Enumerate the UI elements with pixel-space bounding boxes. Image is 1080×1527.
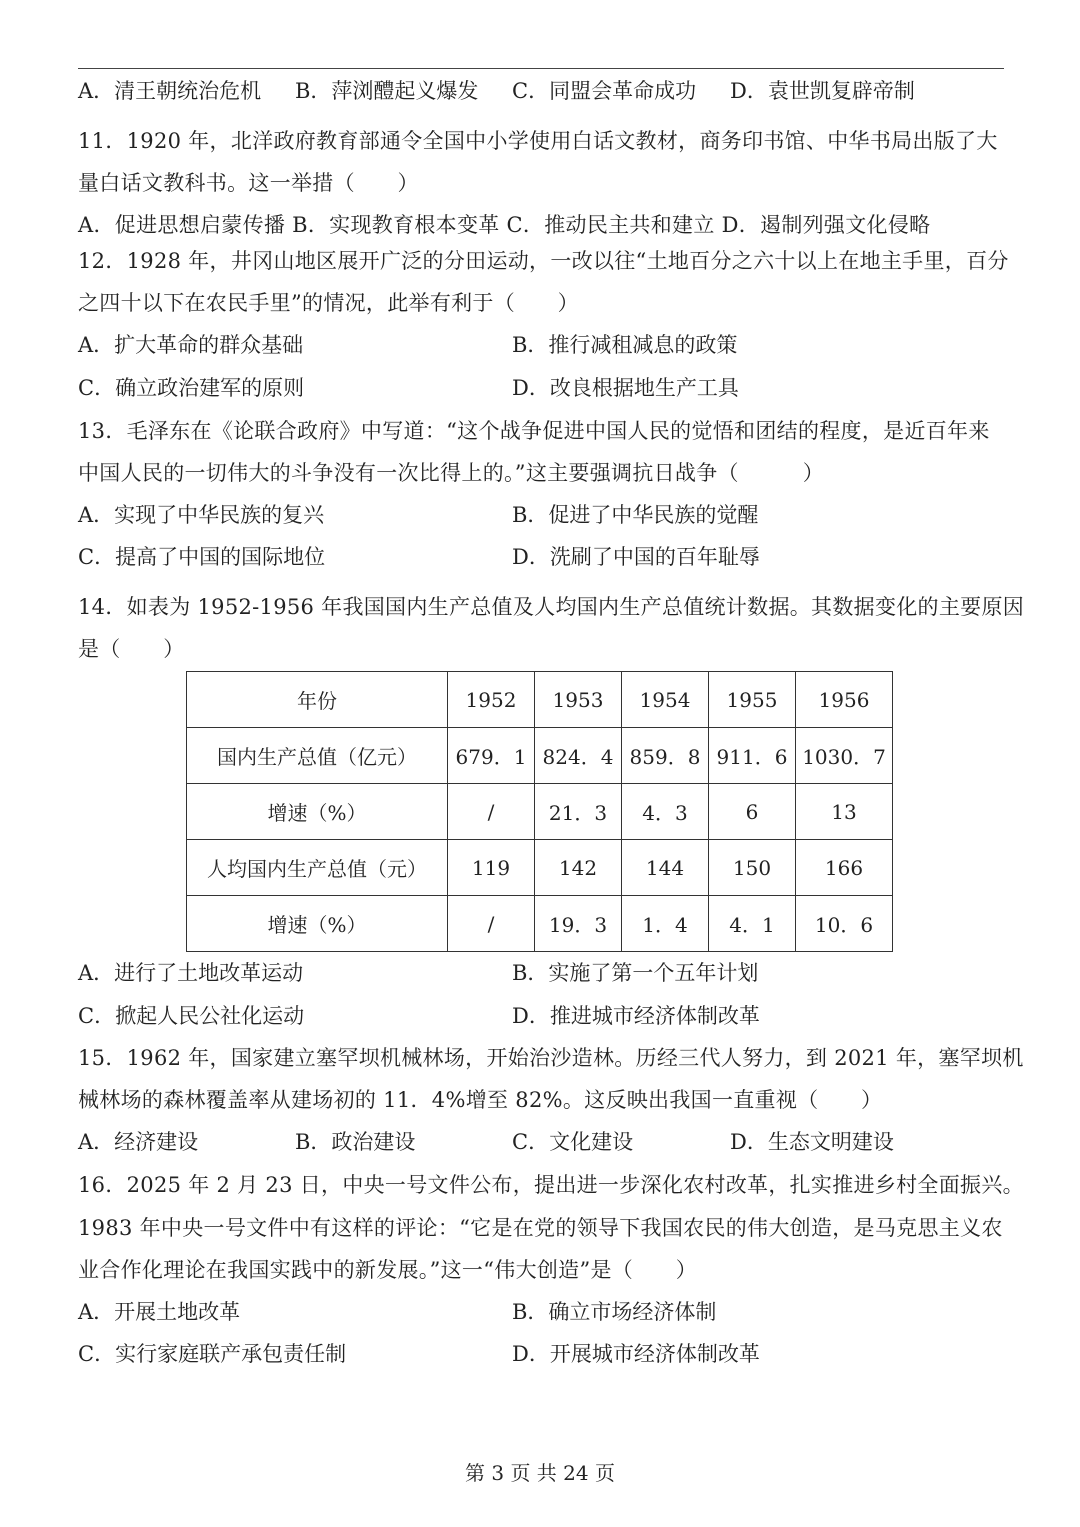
table-header-cell: 1954 [622, 672, 709, 728]
q12-stem-line-2: 之四十以下在农民手里”的情况，此举有利于（ ） [78, 291, 579, 315]
q12-option-b[interactable]: B．推行减租减息的政策 [512, 333, 738, 357]
table-cell: 166 [796, 840, 893, 896]
table-header-cell: 1956 [796, 672, 893, 728]
page-number-footer: 第 3 页 共 24 页 [465, 1461, 615, 1485]
q14-option-b[interactable]: B．实施了第一个五年计划 [512, 961, 759, 985]
table-cell: 4．1 [709, 896, 796, 952]
table-cell: 19．3 [535, 896, 622, 952]
q12-option-a[interactable]: A．扩大革命的群众基础 [78, 333, 304, 357]
q10-option-a[interactable]: A．清王朝统治危机 [78, 79, 262, 103]
table-header-row [187, 672, 893, 728]
table-cell: 824．4 [535, 728, 622, 784]
q16-stem-line-2: 1983 年中央一号文件中有这样的评论：“它是在党的领导下我国农民的伟大创造，是马克思主义农 [78, 1216, 1003, 1240]
table-cell: 679．1 [448, 728, 535, 784]
table-header-cell: 1955 [709, 672, 796, 728]
q15-option-b[interactable]: B．政治建设 [295, 1130, 416, 1154]
q13-option-b[interactable]: B．促进了中华民族的觉醒 [512, 503, 759, 527]
table-cell: / [448, 896, 535, 952]
q13-option-a[interactable]: A．实现了中华民族的复兴 [78, 503, 325, 527]
q14-option-d[interactable]: D．推进城市经济体制改革 [512, 1004, 760, 1028]
q15-stem-line-2: 械林场的森林覆盖率从建场初的 11．4%增至 82%。这反映出我国一直重视（ ） [78, 1088, 883, 1112]
q10-option-b[interactable]: B．萍浏醴起义爆发 [295, 79, 479, 103]
table-cell: 142 [535, 840, 622, 896]
q13-stem-line-1: 13．毛泽东在《论联合政府》中写道：“这个战争促进中国人民的觉悟和团结的程度，是近百年来 [78, 419, 990, 443]
table-cell: 1030．7 [796, 728, 893, 784]
q16-option-b[interactable]: B．确立市场经济体制 [512, 1300, 717, 1324]
q16-option-c[interactable]: C．实行家庭联产承包责任制 [78, 1342, 347, 1366]
table-header-cell: 年份 [187, 672, 448, 728]
table-cell: 911．6 [709, 728, 796, 784]
table-cell: 859．8 [622, 728, 709, 784]
table-header-cell: 1952 [448, 672, 535, 728]
q15-option-d[interactable]: D．生态文明建设 [730, 1130, 894, 1154]
table-cell: 13 [796, 784, 893, 840]
table-cell: 150 [709, 840, 796, 896]
gdp-statistics-table [186, 671, 893, 952]
table-cell: 1．4 [622, 896, 709, 952]
q14-option-c[interactable]: C．掀起人民公社化运动 [78, 1004, 305, 1028]
table-cell: 144 [622, 840, 709, 896]
table-cell: 4．3 [622, 784, 709, 840]
table-row [187, 896, 893, 952]
q14-stem-line-1: 14．如表为 1952-1956 年我国国内生产总值及人均国内生产总值统计数据。其数据变化的主要原因 [78, 595, 1025, 619]
q14-option-a[interactable]: A．进行了土地改革运动 [78, 961, 304, 985]
q15-stem-line-1: 15．1962 年，国家建立塞罕坝机械林场，开始治沙造林。历经三代人努力，到 2021 年，塞罕坝机 [78, 1046, 1024, 1070]
q13-option-d[interactable]: D．洗刷了中国的百年耻辱 [512, 545, 760, 569]
header-rule [78, 68, 1004, 69]
q11-options[interactable]: A．促进思想启蒙传播 B．实现教育根本变革 C．推动民主共和建立 D．遏制列强文化侵略 [78, 213, 931, 237]
table-row-label: 增速（%） [187, 784, 448, 840]
table-cell: 119 [448, 840, 535, 896]
q11-stem-line-2: 量白话文教科书。这一举措（ ） [78, 171, 419, 195]
table-cell: 6 [709, 784, 796, 840]
q13-stem-line-2: 中国人民的一切伟大的斗争没有一次比得上的。”这主要强调抗日战争（ ） [78, 461, 825, 485]
table-row [187, 728, 893, 784]
table-cell: 21．3 [535, 784, 622, 840]
q16-stem-line-1: 16．2025 年 2 月 23 日，中央一号文件公布，提出进一步深化农村改革，扎实推进乡村全面振兴。 [78, 1173, 1024, 1197]
table-row-label: 国内生产总值（亿元） [187, 728, 448, 784]
table-row-label: 增速（%） [187, 896, 448, 952]
q10-option-d[interactable]: D．袁世凯复辟帝制 [730, 79, 915, 103]
q12-option-d[interactable]: D．改良根据地生产工具 [512, 376, 739, 400]
q11-stem-line-1: 11．1920 年，北洋政府教育部通令全国中小学使用白话文教材，商务印书馆、中华书局出版了大 [78, 129, 998, 153]
table-cell: / [448, 784, 535, 840]
table-header-cell: 1953 [535, 672, 622, 728]
q16-option-a[interactable]: A．开展土地改革 [78, 1300, 241, 1324]
q15-option-a[interactable]: A．经济建设 [78, 1130, 199, 1154]
table-row [187, 784, 893, 840]
q14-stem-line-2: 是（ ） [78, 637, 185, 661]
table-row-label: 人均国内生产总值（元） [187, 840, 448, 896]
q15-option-c[interactable]: C．文化建设 [512, 1130, 634, 1154]
table-cell: 10．6 [796, 896, 893, 952]
q12-stem-line-1: 12．1928 年，井冈山地区展开广泛的分田运动，一改以往“土地百分之六十以上在地主手里，百分 [78, 249, 1009, 273]
table-row [187, 840, 893, 896]
q13-option-c[interactable]: C．提高了中国的国际地位 [78, 545, 326, 569]
q16-option-d[interactable]: D．开展城市经济体制改革 [512, 1342, 760, 1366]
q12-option-c[interactable]: C．确立政治建军的原则 [78, 376, 305, 400]
q16-stem-line-3: 业合作化理论在我国实践中的新发展。”这一“伟大创造”是（ ） [78, 1258, 698, 1282]
q10-option-c[interactable]: C．同盟会革命成功 [512, 79, 697, 103]
